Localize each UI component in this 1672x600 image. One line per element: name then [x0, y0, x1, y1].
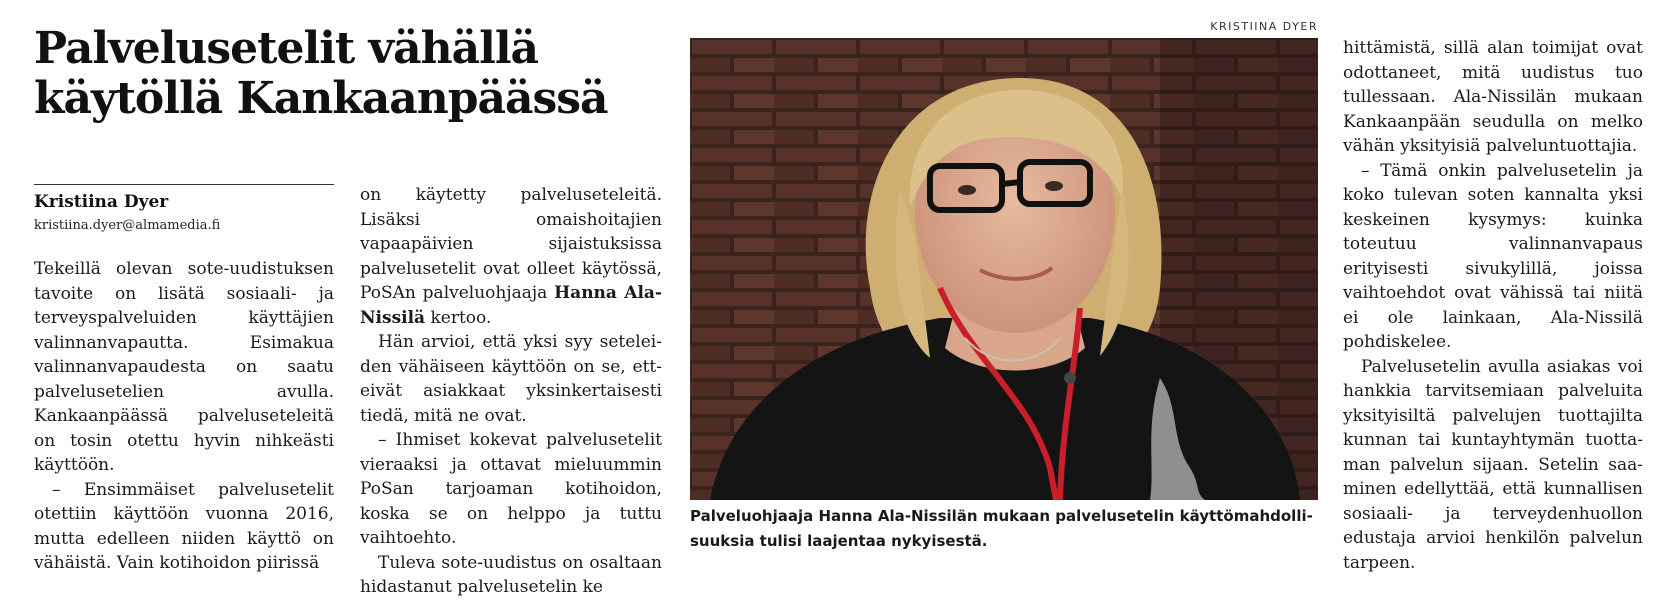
body-paragraph — [360, 183, 662, 330]
photo-credit: KRISTIINA DYER — [1210, 20, 1318, 33]
author-name: Kristiina Dyer — [34, 192, 169, 212]
portrait-photo — [690, 38, 1318, 500]
portrait-illustration — [690, 38, 1318, 500]
body-paragraph: – Ensimmäiset palvelusetelit otettiin käyttöön vuonna 2016, mutta edelleen niiden käyttö on vähäistä. Vain kotihoidon piirissä — [34, 479, 334, 573]
body-paragraph: Tuleva sote-uudistus on osaltaan hidastanut palvelusetelin ke — [360, 552, 662, 597]
body-paragraph: – Tämä onkin palvelusetelin ja koko tulevan soten kannalta yksi keskeinen kysymys: kuinka toteutuu valinnanvapaus erityisesti sivukylillä, joissa vaihtoehdot ovat vähissä tai niitä ei ole lainkaan, Ala-Nissilä pohdiskelee. — [1343, 160, 1643, 352]
headline: Palvelusetelit vähällä käytöllä Kankaanpäässä — [34, 23, 608, 124]
body-column-3 — [1343, 36, 1643, 575]
author-email: kristiina.dyer@almamedia.fi — [34, 218, 221, 233]
body-column-1 — [34, 257, 334, 576]
body-paragraph: Palvelusetelin avulla asiakas voi hankkia tarvitsemiaan palveluita yksityisiltä palvelujen tuottajilta kunnan tai kuntayhtymän tuottaman palvelun sijaan. Setelin saaminen edellyttää, että kunnallisen sosiaali- ja terveydenhuollon edustaja arvioi henkilön palvelun tarpeen. — [1343, 356, 1643, 573]
body-text: kertoo. — [425, 307, 492, 328]
body-paragraph: hittämistä, sillä alan toimijat ovat odottaneet, mitä uudistus tuo tullessaan. Ala-Nissilän mukaan Kankaanpään seudulla on melko vähän yksityisiä palveluntuottajia. — [1343, 38, 1643, 156]
body-text: on käytetty palveluseteleitä. Lisäksi omaishoitajien vapaapäivien sijaistuksissa palvelusetelit ovat olleet käytössä, PoSAn palveluohjaaja — [360, 185, 662, 303]
byline-divider — [34, 184, 334, 185]
body-paragraph: Tekeillä olevan sote-uudistuksen tavoite on lisätä sosiaali- ja terveyspalveluiden käyttäjien valinnanvapautta. Esimakua valinnanvapaudesta on saatu palvelusetelien avulla. Kankaanpäässä palveluseteleitä on tosin otettu hyvin nihkeästi käyttöön. — [34, 259, 334, 475]
photo-caption: Palveluohjaaja Hanna Ala-Nissilän mukaan palvelusetelin käyttömahdollisuuksia tulisi laajentaa nykyisestä. — [690, 507, 1313, 550]
body-paragraph: Hän arvioi, että yksi syy seteleiden vähäiseen käyttöön on se, etteivät asiakkaat yksinkertaisesti tiedä, mitä ne ovat. — [360, 332, 662, 426]
body-column-2 — [360, 183, 662, 600]
body-paragraph: – Ihmiset kokevat palvelusetelit vieraaksi ja ottavat mieluummin PoSan tarjoaman kotihoidon, koska se on helppo ja tuttu vaihtoehto. — [360, 430, 662, 548]
person-name: Hanna Ala-Nissilä — [360, 283, 662, 328]
